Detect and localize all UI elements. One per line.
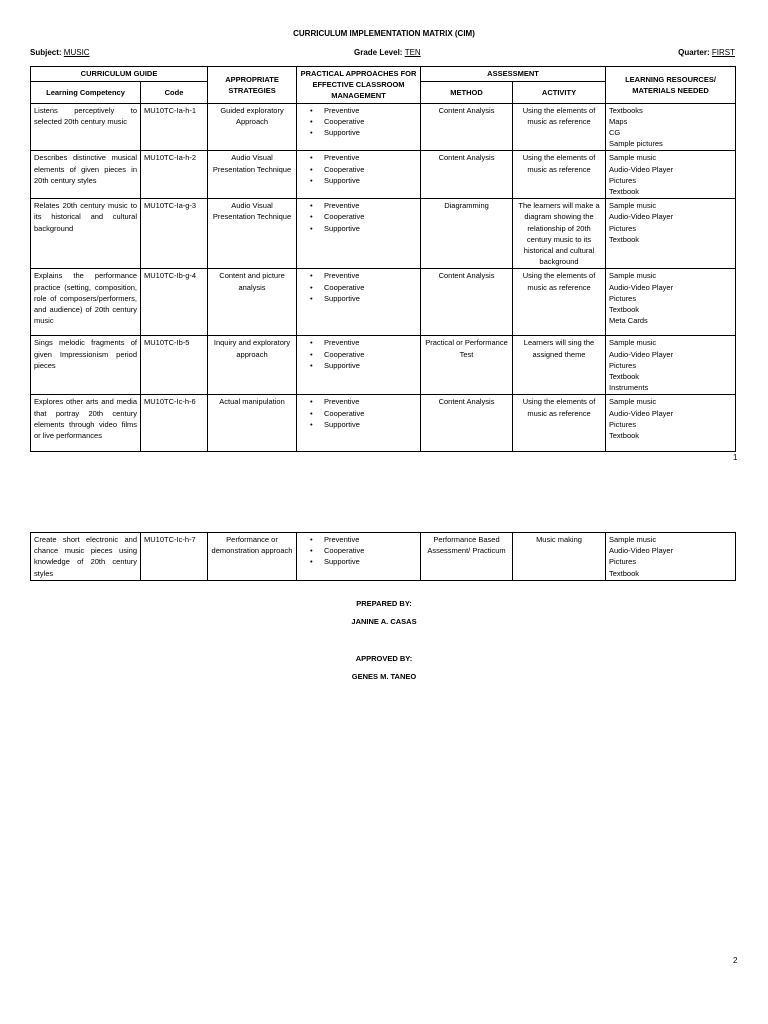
prepared-by-label: PREPARED BY: — [356, 599, 412, 608]
approach-item: • Supportive — [310, 175, 417, 186]
document-title: CURRICULUM IMPLEMENTATION MATRIX (CIM) — [293, 29, 475, 38]
activity-cell: Using the elements of music as reference — [513, 151, 606, 199]
table-row — [31, 199, 736, 269]
table-row — [31, 336, 736, 395]
learning-competency-cell: Sings melodic fragments of given Impressionism period pieces — [31, 336, 141, 395]
grade-level-field — [354, 48, 421, 57]
approach-item: • Supportive — [310, 223, 417, 234]
grade-value: TEN — [404, 48, 421, 57]
resource-item: Sample music — [609, 201, 657, 211]
subject-field — [30, 48, 90, 57]
activity-cell: Learners will sing the assigned theme — [513, 336, 606, 395]
curriculum-matrix-table-continued — [30, 532, 736, 581]
method-cell: Content Analysis — [421, 395, 513, 452]
activity-cell: Music making — [513, 533, 606, 581]
approach-item: • Preventive — [310, 152, 417, 163]
approach-item: • Cooperative — [310, 116, 417, 127]
resource-item: CG — [609, 128, 621, 138]
resource-item: Sample music — [609, 153, 657, 163]
approach-item: • Preventive — [310, 270, 417, 281]
approaches-list — [300, 152, 417, 186]
table-row — [31, 103, 736, 151]
approach-item: • Supportive — [310, 360, 417, 371]
practical-approaches-cell — [297, 533, 421, 581]
approach-item: • Supportive — [310, 556, 417, 567]
resource-item: Pictures — [609, 360, 637, 370]
learning-competency-cell: Explores other arts and media that portray 20th century elements through video films or live performances — [31, 395, 141, 452]
approaches-list — [300, 534, 417, 568]
code-cell: MU10TC-Ib-5 — [141, 336, 208, 395]
approaches-list — [300, 105, 417, 139]
strategy-cell: Inquiry and exploratory approach — [208, 336, 297, 395]
resources-cell — [606, 336, 736, 395]
resource-item: Pictures — [609, 293, 637, 303]
subject-value: MUSIC — [63, 48, 90, 57]
resource-item: Sample music — [609, 271, 657, 281]
header-activity: ACTIVITY — [513, 81, 606, 103]
approaches-list — [300, 337, 417, 371]
resource-item: Audio-Video Player — [609, 164, 674, 174]
strategy-cell: Content and picture analysis — [208, 269, 297, 336]
approach-item: • Supportive — [310, 127, 417, 138]
resource-item: Textbook — [609, 372, 640, 382]
resource-item: Textbook — [609, 305, 640, 315]
learning-competency-cell: Create short electronic and chance music pieces using knowledge of 20th century styles — [31, 533, 141, 581]
subject-label: Subject: — [30, 48, 62, 57]
resource-item: Pictures — [609, 223, 637, 233]
strategy-cell: Audio Visual Presentation Technique — [208, 151, 297, 199]
resource-item: Meta Cards — [609, 316, 648, 326]
method-cell: Content Analysis — [421, 151, 513, 199]
strategy-cell: Audio Visual Presentation Technique — [208, 199, 297, 269]
learning-competency-cell: Explains the performance practice (setting, composition, role of composers/performers, and audience) of 20th century music — [31, 269, 141, 336]
prepared-by-name: JANINE A. CASAS — [351, 617, 417, 626]
method-cell: Performance Based Assessment/ Practicum — [421, 533, 513, 581]
resource-item: Pictures — [609, 419, 637, 429]
activity-cell: The learners will make a diagram showing the relationship of 20th century music to its historical and cultural background — [513, 199, 606, 269]
resources-cell — [606, 199, 736, 269]
resource-item: Textbook — [609, 431, 640, 441]
approach-item: • Preventive — [310, 337, 417, 348]
strategy-cell: Guided exploratory Approach — [208, 103, 297, 151]
practical-approaches-cell — [297, 151, 421, 199]
code-cell: MU10TC-Ic-h-6 — [141, 395, 208, 452]
table-row — [31, 533, 736, 581]
page-number-1: 1 — [733, 453, 738, 462]
approved-by-label: APPROVED BY: — [355, 654, 413, 663]
approach-item: • Cooperative — [310, 211, 417, 222]
code-cell: MU10TC-Ia-h-1 — [141, 103, 208, 151]
practical-approaches-cell — [297, 199, 421, 269]
approach-item: • Supportive — [310, 419, 417, 430]
resource-item: Textbook — [609, 234, 640, 244]
approaches-list — [300, 270, 417, 304]
approach-item: • Cooperative — [310, 164, 417, 175]
approaches-list — [300, 396, 417, 430]
resource-item: Audio-Video Player — [609, 349, 674, 359]
method-cell: Content Analysis — [421, 269, 513, 336]
practical-approaches-cell — [297, 336, 421, 395]
resource-item: Audio-Video Player — [609, 408, 674, 418]
method-cell: Practical or Performance Test — [421, 336, 513, 395]
header-method: METHOD — [421, 81, 513, 103]
resources-cell — [606, 533, 736, 581]
learning-competency-cell: Describes distinctive musical elements of given pieces in 20th century styles — [31, 151, 141, 199]
resource-item: Sample music — [609, 338, 657, 348]
approach-item: • Cooperative — [310, 408, 417, 419]
resource-item: Audio-Video Player — [609, 546, 674, 556]
quarter-value: FIRST — [711, 48, 735, 57]
approach-item: • Cooperative — [310, 545, 417, 556]
strategy-cell: Actual manipulation — [208, 395, 297, 452]
approach-item: • Supportive — [310, 293, 417, 304]
code-cell: MU10TC-Ia-h-2 — [141, 151, 208, 199]
resources-cell — [606, 395, 736, 452]
resource-item: Pictures — [609, 175, 637, 185]
table-row — [31, 151, 736, 199]
strategy-cell: Performance or demonstration approach — [208, 533, 297, 581]
learning-competency-cell: Relates 20th century music to its historical and cultural background — [31, 199, 141, 269]
code-cell: MU10TC-Ib-g-4 — [141, 269, 208, 336]
method-cell: Content Analysis — [421, 103, 513, 151]
resource-item: Sample pictures — [609, 139, 663, 149]
table-row — [31, 269, 736, 336]
method-cell: Diagramming — [421, 199, 513, 269]
practical-approaches-cell — [297, 103, 421, 151]
curriculum-matrix-table — [30, 66, 736, 452]
resource-item: Maps — [609, 116, 628, 126]
header-learning-competency: Learning Competency — [31, 81, 141, 103]
resource-item: Pictures — [609, 557, 637, 567]
header-assessment: ASSESSMENT — [421, 67, 606, 82]
practical-approaches-cell — [297, 269, 421, 336]
learning-competency-cell: Listens perceptively to selected 20th century music — [31, 103, 141, 151]
activity-cell: Using the elements of music as reference — [513, 103, 606, 151]
approach-item: • Preventive — [310, 105, 417, 116]
approach-item: • Cooperative — [310, 282, 417, 293]
approach-item: • Preventive — [310, 200, 417, 211]
approach-item: • Preventive — [310, 396, 417, 407]
quarter-field — [678, 48, 735, 57]
resource-item: Audio-Video Player — [609, 212, 674, 222]
activity-cell: Using the elements of music as reference — [513, 269, 606, 336]
resource-item: Textbooks — [609, 105, 643, 115]
resource-item: Textbook — [609, 568, 640, 578]
activity-cell: Using the elements of music as reference — [513, 395, 606, 452]
code-cell: MU10TC-Ic-h-7 — [141, 533, 208, 581]
resource-item: Textbook — [609, 187, 640, 197]
header-code: Code — [141, 81, 208, 103]
resources-cell — [606, 103, 736, 151]
approved-by-name: GENES M. TANEO — [351, 672, 417, 681]
header-curriculum-guide: CURRICULUM GUIDE — [31, 67, 208, 82]
resources-cell — [606, 151, 736, 199]
header-resources: LEARNING RESOURCES/ MATERIALS NEEDED — [606, 67, 736, 104]
code-cell: MU10TC-Ia-g-3 — [141, 199, 208, 269]
resource-item: Instruments — [609, 383, 649, 393]
header-strategies: APPROPRIATE STRATEGIES — [208, 67, 297, 104]
approach-item: • Cooperative — [310, 349, 417, 360]
resource-item: Audio-Video Player — [609, 282, 674, 292]
resources-cell — [606, 269, 736, 336]
approaches-list — [300, 200, 417, 234]
header-practical-approaches: PRACTICAL APPROACHES FOR EFFECTIVE CLASSROOM MANAGEMENT — [297, 67, 421, 104]
table-row — [31, 395, 736, 452]
document-meta — [30, 48, 735, 60]
resource-item: Sample music — [609, 397, 657, 407]
resource-item: Sample music — [609, 535, 657, 544]
approach-item: • Preventive — [310, 534, 417, 545]
page-number-2: 2 — [733, 956, 738, 965]
grade-label: Grade Level: — [354, 48, 403, 57]
practical-approaches-cell — [297, 395, 421, 452]
quarter-label: Quarter: — [678, 48, 710, 57]
